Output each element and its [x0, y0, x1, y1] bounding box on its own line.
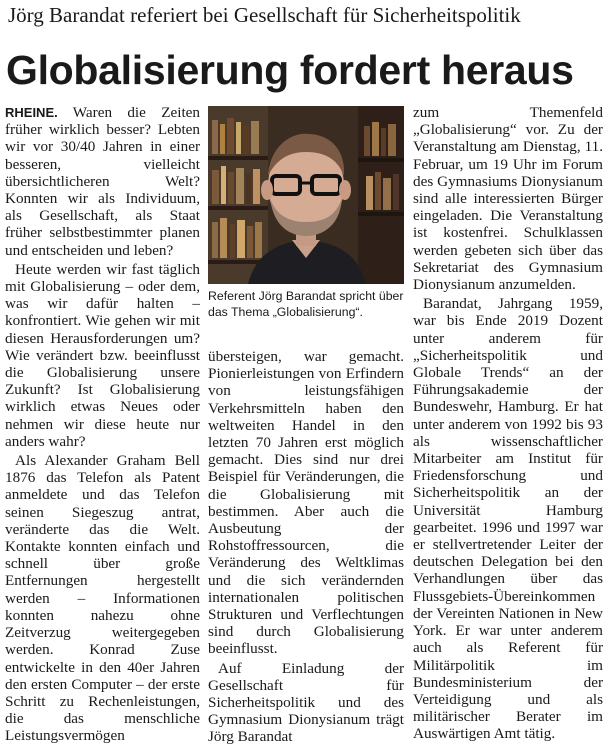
article-column-1 — [5, 104, 200, 745]
body-paragraph-2: Heute werden wir fast täglich mit Globalisierung – oder dem, was wir dafür halten – konfrontiert. Wie gehen wir mit diesen Herausforderungen um? Wie verändert bzw. beeinflusst die Globalisierung unsere Zukunft? Ist Globalisierung wirklich etwas Neues oder nehmen wir diese heute nur anders wahr? — [5, 260, 200, 450]
article-kicker: Jörg Barandat referiert bei Gesellschaft für Sicherheitspolitik — [8, 3, 521, 27]
article-column-2 — [208, 348, 404, 746]
article-column-3 — [413, 104, 603, 743]
lead-text: Waren die Zeiten früher wirklich besser? Lebten wir vor 30/40 Jahren in einer besseren, vielleicht übersichtlicheren Welt? Konnten wir als Individuum, als Gesellschaft, als Staat früher selbstbestimmter planen und entscheiden und leben? — [5, 104, 200, 259]
article-headline: Globalisierung fordert heraus — [6, 47, 574, 93]
body-paragraph-4-start: Auf Einladung der Gesellschaft für Sicherheitspolitik und des Gymnasium Dionysianum trägt Jörg Barandat — [208, 659, 404, 746]
speaker-photo — [208, 106, 404, 284]
body-paragraph-3-continued: übersteigen, war gemacht. Pionierleistungen von Erfindern von leistungsfähigen Verkehrsmitteln haben den weltweiten Handel in den letzten 70 Jahren erst möglich gemacht. Dies sind nur drei Beispiel für Veränderungen, die die Globalisierung mit bestimmen. Aber auch die Ausbeutung der Rohstoffressourcen, die Veränderung des Weltklimas und die sich verändernden internationalen politischen Strukturen und Verflechtungen sind durch Globalisierung beeinflusst. — [208, 348, 404, 658]
dateline: RHEINE. — [5, 105, 58, 120]
body-paragraph-3-start: Als Alexander Graham Bell 1876 das Telefon als Patent anmeldete und das Telefon seinen Siegeszug antrat, veränderte das die Welt. Kontakte konnten einfach und schnell über große Entfernungen hergestellt werden – Informationen konnten nahezu ohne Zeitverzug weitergegeben werden. Konrad Zuse entwickelte in den 40er Jahren den ersten Computer – der erste Schritt zu Rechenleistungen, die das menschliche Leistungsvermögen — [5, 452, 200, 745]
speaker-portrait-illustration — [208, 106, 404, 284]
photo-caption: Referent Jörg Barandat spricht über das Thema „Globalisierung“. — [208, 289, 404, 319]
body-paragraph-4-continued: zum Themenfeld „Globalisierung“ vor. Zu der Veranstaltung am Dienstag, 11. Februar, um 19 Uhr im Forum des Gymnasiums Dionysianum sind alle interessierten Bürger eingeladen. Die Veranstaltung ist kostenfrei. Schulklassen werden gebeten sich über das Sekretariat des Gymnasium Dionysianum anzumelden. — [413, 104, 603, 294]
lead-paragraph — [5, 104, 200, 259]
body-paragraph-5: Barandat, Jahrgang 1959, war bis Ende 2019 Dozent unter anderem für „Sicherheitspolitik und Globale Trends“ an der Führungsakademie der Bundeswehr, Hamburg. Er hat unter anderem von 1992 bis 93 als wissenschaftlicher Mitarbeiter am Institut für Friedensforschung und Sicherheitspolitik an der Universität Hamburg gearbeitet. 1996 und 1997 war er stellvertretender Leiter der deutschen Delegation bei den Verhandlungen über das Flussgebiets-Übereinkommen der Vereinten Nationen in New York. Er war unter anderem auch als Referent für Militärpolitik im Bundesministerium der Verteidigung und als militärischer Berater im Auswärtigen Amt tätig. — [413, 295, 603, 743]
